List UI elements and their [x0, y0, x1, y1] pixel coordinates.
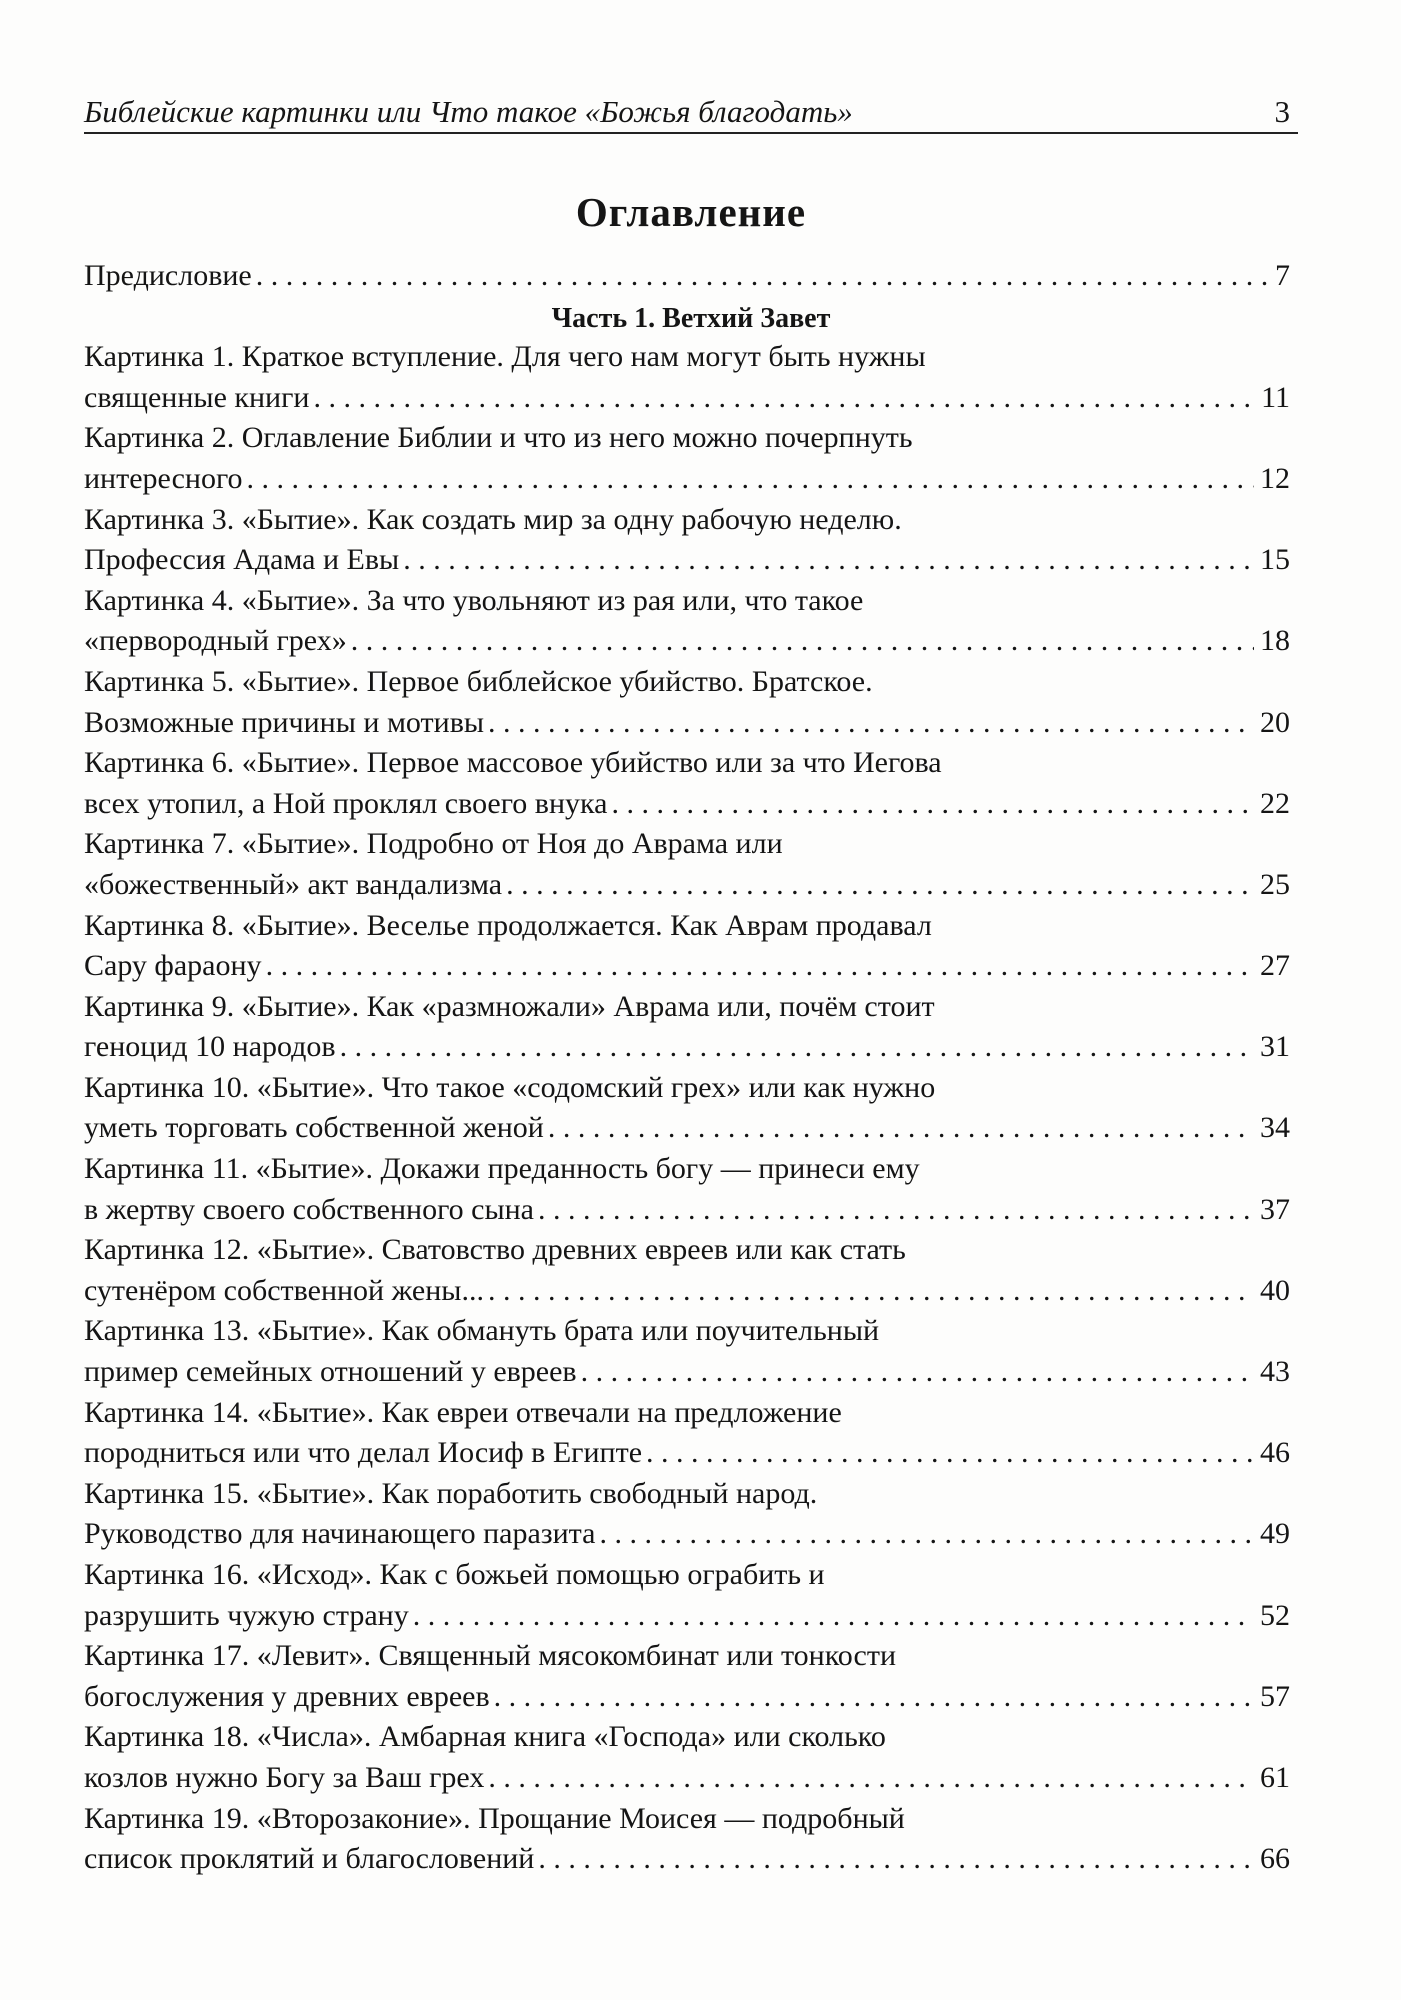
toc-entry-title-cont: сутенёром собственной жены...: [84, 1273, 484, 1307]
dot-leader: [351, 621, 1254, 662]
dot-leader: [599, 1514, 1254, 1555]
toc-entry-page: 15: [1260, 543, 1290, 577]
toc-entry-page: 49: [1260, 1517, 1290, 1551]
part-heading: Часть 1. Ветхий Завет: [551, 302, 831, 334]
toc-entry-page: 7: [1275, 259, 1290, 292]
toc-entries: [84, 337, 1298, 1880]
toc-entry-second-line: [84, 621, 1298, 662]
toc-entry-page: 18: [1260, 624, 1290, 658]
toc-entry-prefix: Картинка 15.: [84, 1476, 250, 1510]
toc-entry-title-cont: священные книги: [84, 380, 310, 414]
toc-entry-title-cont: Руководство для начинающего паразита: [84, 1517, 596, 1551]
dot-leader: [548, 1108, 1254, 1149]
toc-entry-first-line: [84, 1474, 1298, 1515]
dot-leader: [313, 378, 1255, 419]
toc-entry-prefix: Картинка 13.: [84, 1314, 250, 1348]
toc-entry[interactable]: [84, 1636, 1298, 1717]
toc-entry-first-line: [84, 1393, 1298, 1434]
running-title: Библейские картинки или Что такое «Божья благодать»: [84, 94, 853, 129]
toc-entry[interactable]: [84, 1068, 1298, 1149]
toc-entry-first-line: [84, 906, 1298, 947]
toc-entry-title-cont: «первородный грех»: [84, 624, 347, 658]
toc-entry-second-line: [84, 1108, 1298, 1149]
toc-entry-title: Краткое вступление. Для чего нам могут быть нужны: [234, 340, 926, 374]
toc-entry[interactable]: [84, 418, 1298, 499]
toc-entry-title: «Бытие». Как евреи отвечали на предложение: [249, 1395, 842, 1429]
toc-entry-title-cont: пример семейных отношений у евреев: [84, 1355, 577, 1389]
toc-entry-title: «Левит». Священный мясокомбинат или тонкости: [249, 1639, 897, 1673]
toc-entry[interactable]: [84, 1393, 1298, 1474]
toc-entry-prefix: Картинка 19.: [84, 1801, 250, 1835]
toc-entry-second-line: [84, 540, 1298, 581]
toc-entry-prefix: Картинка 11.: [84, 1152, 249, 1186]
toc-entry[interactable]: [84, 1717, 1298, 1798]
toc-entry-title-cont: богослужения у древних евреев: [84, 1679, 490, 1713]
toc-entry[interactable]: [84, 581, 1298, 662]
toc-entry[interactable]: [84, 906, 1298, 987]
toc-entry-first-line: [84, 1230, 1298, 1271]
toc-entry-title: «Бытие». Первое библейское убийство. Братское.: [234, 664, 873, 698]
toc-entry-first-line: [84, 1636, 1298, 1677]
toc-entry-title: «Бытие». Подробно от Ноя до Аврама или: [234, 827, 783, 861]
toc-entry-second-line: [84, 1677, 1298, 1718]
toc-entry-page: 20: [1260, 705, 1290, 739]
toc-entry-first-line: [84, 1555, 1298, 1596]
toc-entry-title: «Бытие». Как создать мир за одну рабочую неделю.: [234, 502, 902, 536]
toc-entry-title: «Бытие». За что увольняют из рая или, что такое: [234, 583, 864, 617]
toc-entry-second-line: [84, 1271, 1298, 1312]
page-number: 3: [1274, 94, 1290, 129]
toc-entry-title: «Бытие». Что такое «содомский грех» или как нужно: [249, 1070, 936, 1104]
toc-entry-prefix: Картинка 18.: [84, 1720, 250, 1754]
toc-entry-prefix: Картинка 4.: [84, 583, 235, 617]
toc-entry-first-line: [84, 1717, 1298, 1758]
toc-title: Оглавление: [575, 189, 807, 235]
toc-entry-second-line: [84, 703, 1298, 744]
toc-entry[interactable]: [84, 500, 1298, 581]
toc-entry-title: «Бытие». Как «размножали» Аврама или, почём стоит: [234, 989, 935, 1023]
toc-entry[interactable]: [84, 1799, 1298, 1880]
toc-entry-page: 22: [1260, 786, 1290, 820]
toc-entry-page: 57: [1260, 1679, 1290, 1713]
toc-entry-title-cont: Профессия Адама и Евы: [84, 543, 400, 577]
toc-entry-second-line: [84, 865, 1298, 906]
toc-entry-page: 66: [1260, 1842, 1290, 1876]
toc-entry[interactable]: [84, 662, 1298, 743]
toc-entry-prefix: Картинка 5.: [84, 664, 235, 698]
toc-entry-title-cont: разрушить чужую страну: [84, 1598, 409, 1632]
toc-entry-second-line: [84, 1596, 1298, 1637]
toc-entry-page: 34: [1260, 1111, 1290, 1145]
toc-entry-title: «Второзаконие». Прощание Моисея — подробный: [249, 1801, 905, 1835]
dot-leader: [581, 1352, 1254, 1393]
dot-leader: [256, 256, 1269, 297]
toc-entry-second-line: [84, 378, 1298, 419]
dot-leader: [488, 703, 1254, 744]
toc-entry[interactable]: [84, 1230, 1298, 1311]
toc-entry-title-cont: Возможные причины и мотивы: [84, 705, 485, 739]
toc-entry-prefix: Картинка 7.: [84, 827, 235, 861]
toc-entry-title-cont: список проклятий и благословений: [84, 1842, 535, 1876]
toc-entry-title: «Бытие». Сватовство древних евреев или как стать: [249, 1233, 906, 1267]
toc-entry[interactable]: [84, 987, 1298, 1068]
dot-leader: [646, 1433, 1254, 1474]
toc-entry-title: «Бытие». Как обмануть брата или поучительный: [249, 1314, 880, 1348]
toc-entry-title-cont: Сару фараону: [84, 949, 262, 983]
toc-entry-second-line: [84, 1839, 1298, 1880]
toc-entry-first-line: [84, 1311, 1298, 1352]
toc-entry-title: «Бытие». Докажи преданность богу — принеси ему: [248, 1152, 920, 1186]
toc-entry[interactable]: [84, 743, 1298, 824]
toc-entry-prefix: Картинка 2.: [84, 421, 235, 455]
toc-entry-second-line: [84, 1190, 1298, 1231]
dot-leader: [488, 1271, 1254, 1312]
toc-entry-prefix: Картинка 3.: [84, 502, 235, 536]
running-header: [84, 92, 1298, 134]
toc-entry-first-line: [84, 581, 1298, 622]
toc-entry-page: 31: [1260, 1030, 1290, 1064]
toc-entry-preface[interactable]: [84, 256, 1298, 297]
dot-leader: [247, 459, 1254, 500]
toc-entry[interactable]: [84, 1149, 1298, 1230]
toc-entry-page: 37: [1260, 1192, 1290, 1226]
toc-entry-prefix: Картинка 8.: [84, 908, 235, 942]
toc-entry-title-cont: геноцид 10 народов: [84, 1030, 336, 1064]
toc-entry-page: 61: [1260, 1760, 1290, 1794]
toc-entry-title: «Бытие». Как поработить свободный народ.: [249, 1476, 818, 1510]
dot-leader: [538, 1839, 1254, 1880]
toc-entry-first-line: [84, 987, 1298, 1028]
dot-leader: [340, 1027, 1254, 1068]
dot-leader: [413, 1596, 1254, 1637]
toc-entry-prefix: Картинка 9.: [84, 989, 235, 1023]
toc-entry-prefix: Картинка 1.: [84, 340, 235, 374]
table-of-contents: [84, 256, 1298, 1880]
toc-entry-title-cont: в жертву своего собственного сына: [84, 1192, 534, 1226]
toc-entry-label: Предисловие: [84, 259, 252, 292]
toc-entry-page: 40: [1260, 1273, 1290, 1307]
toc-entry[interactable]: [84, 1311, 1298, 1392]
toc-entry[interactable]: [84, 1555, 1298, 1636]
toc-entry-title-cont: всех утопил, а Ной проклял своего внука: [84, 786, 608, 820]
toc-entry-first-line: [84, 1149, 1298, 1190]
dot-leader: [403, 540, 1254, 581]
toc-entry-second-line: [84, 1758, 1298, 1799]
toc-entry-title-cont: интересного: [84, 461, 243, 495]
toc-entry-title: «Числа». Амбарная книга «Господа» или сколько: [249, 1720, 886, 1754]
toc-entry-first-line: [84, 500, 1298, 541]
toc-entry-second-line: [84, 946, 1298, 987]
toc-entry-title: Оглавление Библии и что из него можно почерпнуть: [234, 421, 913, 455]
toc-entry-title-cont: уметь торговать собственной женой: [84, 1111, 544, 1145]
toc-entry-first-line: [84, 662, 1298, 703]
toc-entry-second-line: [84, 459, 1298, 500]
toc-entry-title-cont: козлов нужно Богу за Ваш грех: [84, 1760, 485, 1794]
toc-entry-first-line: [84, 824, 1298, 865]
toc-entry-page: 43: [1260, 1355, 1290, 1389]
toc-entry[interactable]: [84, 824, 1298, 905]
toc-entry-title-cont: «божественный» акт вандализма: [84, 867, 503, 901]
toc-entry-page: 27: [1260, 949, 1290, 983]
toc-entry-page: 52: [1260, 1598, 1290, 1632]
dot-leader: [506, 865, 1254, 906]
toc-entry-second-line: [84, 784, 1298, 825]
toc-entry-first-line: [84, 337, 1298, 378]
toc-entry-prefix: Картинка 14.: [84, 1395, 250, 1429]
dot-leader: [266, 946, 1254, 987]
toc-entry-second-line: [84, 1433, 1298, 1474]
toc-entry-first-line: [84, 1799, 1298, 1840]
book-page: [84, 92, 1298, 1880]
toc-entry-prefix: Картинка 16.: [84, 1558, 250, 1591]
toc-entry-page: 12: [1260, 461, 1290, 495]
dot-leader: [538, 1190, 1254, 1231]
toc-entry-title-cont: породниться или что делал Иосиф в Египте: [84, 1436, 643, 1470]
dot-leader: [488, 1758, 1254, 1799]
toc-entry-first-line: [84, 1068, 1298, 1109]
toc-entry-title: «Бытие». Первое массовое убийство или за что Иегова: [234, 746, 942, 780]
toc-entry[interactable]: [84, 1474, 1298, 1555]
toc-entry-title: «Исход». Как с божьей помощью ограбить и: [249, 1558, 825, 1591]
toc-entry[interactable]: [84, 337, 1298, 418]
toc-entry-prefix: Картинка 6.: [84, 746, 235, 780]
toc-entry-first-line: [84, 418, 1298, 459]
toc-entry-prefix: Картинка 17.: [84, 1639, 250, 1673]
toc-entry-page: 46: [1260, 1436, 1290, 1470]
toc-entry-prefix: Картинка 12.: [84, 1233, 250, 1267]
toc-entry-second-line: [84, 1514, 1298, 1555]
toc-entry-first-line: [84, 743, 1298, 784]
toc-entry-page: 25: [1260, 867, 1290, 901]
toc-entry-second-line: [84, 1027, 1298, 1068]
toc-entry-page: 11: [1261, 380, 1290, 414]
dot-leader: [494, 1677, 1254, 1718]
toc-entry-prefix: Картинка 10.: [84, 1070, 250, 1104]
toc-entry-title: «Бытие». Веселье продолжается. Как Аврам продавал: [234, 908, 932, 942]
toc-entry-second-line: [84, 1352, 1298, 1393]
dot-leader: [611, 784, 1254, 825]
